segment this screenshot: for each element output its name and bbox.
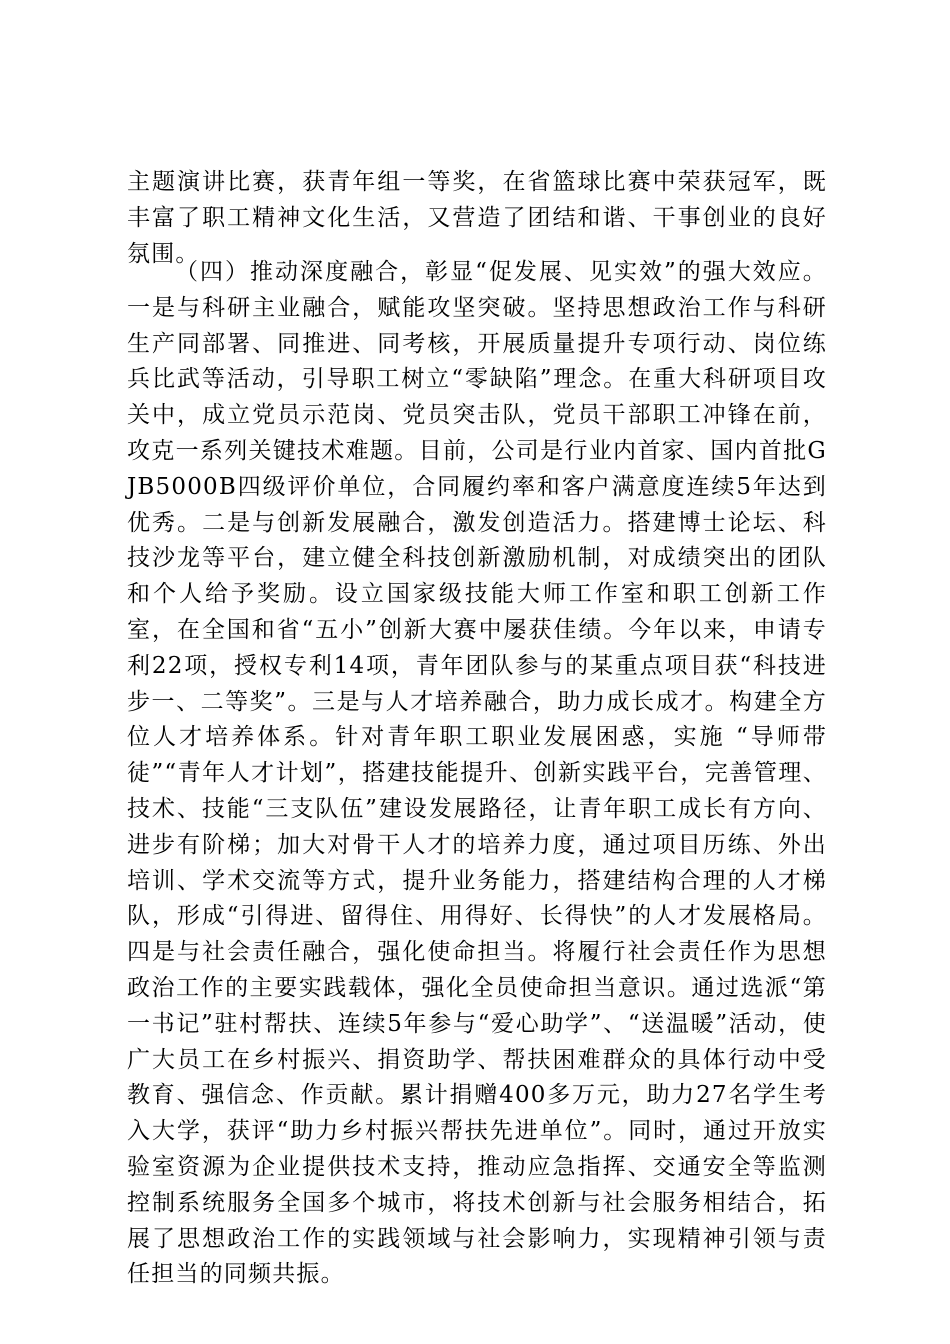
paragraph-continuation: 主题演讲比赛，获青年组一等奖，在省篮球比赛中荣获冠军，既丰富了职工精神文化生活，又营造了团结和谐、干事创业的良好氛围。 bbox=[127, 169, 827, 267]
paragraph-section-four: （四）推动深度融合，彰显“促发展、见实效”的强大效应。一是与科研主业融合，赋能攻坚突破。坚持思想政治工作与科研生产同部署、同推进、同考核，开展质量提升专项行动、岗位练兵比武等活动，引导职工树立“零缺陷”理念。在重大科研项目攻关中，成立党员示范岗、党员突击队，党员干部职工冲锋在前，攻克一系列关键技术难题。目前，公司是行业内首家、国内首批GJB5000B四级评价单位，合同履约率和客户满意度连续5年达到优秀。二是与创新发展融合，激发创造活力。搭建博士论坛、科技沙龙等平台，建立健全科技创新激励机制，对成绩突出的团队和个人给予奖励。设立国家级技能大师工作室和职工创新工作室，在全国和省“五小”创新大赛中屡获佳绩。今年以来，申请专利22项，授权专利14项，青年团队参与的某重点项目获“科技进步一、二等奖”。三是与人才培养融合，助力成长成才。构建全方位人才培养体系。针对青年职工职业发展困惑，实施 “导师带徒”“青年人才计划”，搭建技能提升、创新实践平台，完善管理、技术、技能“三支队伍”建设发展路径，让青年职工成长有方向、进步有阶梯；加大对骨干人才的培养力度，通过项目历练、外出培训、学术交流等方式，提升业务能力，搭建结构合理的人才梯队，形成“引得进、留得住、用得好、长得快”的人才发展格局。四是与社会责任融合，强化使命担当。将履行社会责任作为思想政治工作的主要实践载体，强化全员使命担当意识。通过选派“第一书记”驻村帮扶、连续5年参与“爱心助学”、“送温暖”活动，使广大员工在乡村振兴、捐资助学、帮扶困难群众的具体行动中受教育、强信念、作贡献。累计捐赠400多万元，助力27名学生考入大学，获评“助力乡村振兴帮扶先进单位”。同时，通过开放实验室资源为企业提供技术支持，推动应急指挥、交通安全等监测控制系统服务全国多个城市，将技术创新与社会服务相结合，拓展了思想政治工作的实践领域与社会影响力，实现精神引领与责任担当的同频共振。 bbox=[127, 259, 827, 1288]
